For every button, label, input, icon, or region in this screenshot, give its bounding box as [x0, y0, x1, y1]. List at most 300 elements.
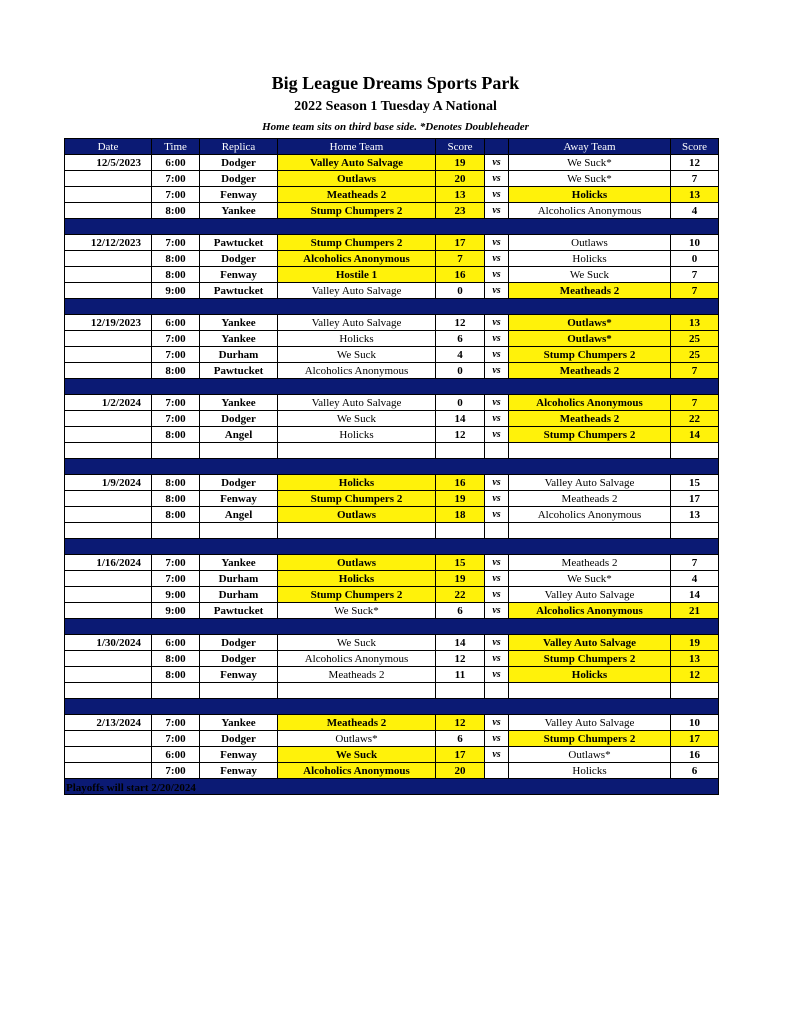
game-row — [65, 731, 719, 747]
away-team: Valley Auto Salvage — [509, 587, 671, 603]
home-team: Stump Chumpers 2 — [278, 203, 436, 219]
game-row — [65, 267, 719, 283]
game-date — [65, 667, 152, 683]
home-score: 16 — [436, 475, 485, 491]
home-team: Meatheads 2 — [278, 187, 436, 203]
game-field — [200, 523, 278, 539]
game-time: 7:00 — [152, 715, 200, 731]
away-team: Stump Chumpers 2 — [509, 427, 671, 443]
versus-label: vs — [485, 363, 509, 379]
game-time: 7:00 — [152, 571, 200, 587]
versus-label: vs — [485, 731, 509, 747]
away-team: Stump Chumpers 2 — [509, 651, 671, 667]
game-time: 8:00 — [152, 363, 200, 379]
versus-label: vs — [485, 667, 509, 683]
game-field: Fenway — [200, 667, 278, 683]
game-time: 6:00 — [152, 315, 200, 331]
versus-label: vs — [485, 251, 509, 267]
home-score — [436, 683, 485, 699]
away-team: Meatheads 2 — [509, 555, 671, 571]
game-time: 8:00 — [152, 267, 200, 283]
game-date — [65, 171, 152, 187]
away-score: 4 — [671, 571, 719, 587]
versus-label: vs — [485, 603, 509, 619]
game-field: Dodger — [200, 731, 278, 747]
away-score: 7 — [671, 363, 719, 379]
game-field: Yankee — [200, 315, 278, 331]
header-home-team: Home Team — [278, 139, 436, 155]
home-team: We Suck — [278, 347, 436, 363]
away-team: We Suck* — [509, 571, 671, 587]
away-score: 12 — [671, 155, 719, 171]
away-score: 7 — [671, 555, 719, 571]
game-date: 12/12/2023 — [65, 235, 152, 251]
game-row — [65, 331, 719, 347]
game-date — [65, 651, 152, 667]
game-date — [65, 603, 152, 619]
week-separator — [65, 459, 719, 475]
game-row — [65, 203, 719, 219]
game-field: Yankee — [200, 395, 278, 411]
versus-label: vs — [485, 651, 509, 667]
game-field: Pawtucket — [200, 283, 278, 299]
versus-label: vs — [485, 715, 509, 731]
game-row — [65, 491, 719, 507]
game-time: 6:00 — [152, 747, 200, 763]
home-team: Holicks — [278, 571, 436, 587]
game-row — [65, 555, 719, 571]
game-row — [65, 411, 719, 427]
home-score: 17 — [436, 747, 485, 763]
game-field: Fenway — [200, 187, 278, 203]
schedule-table — [64, 138, 719, 795]
home-score: 0 — [436, 363, 485, 379]
game-time: 7:00 — [152, 395, 200, 411]
away-team: Stump Chumpers 2 — [509, 347, 671, 363]
away-score: 7 — [671, 171, 719, 187]
game-field: Fenway — [200, 747, 278, 763]
game-date — [65, 411, 152, 427]
away-score: 13 — [671, 187, 719, 203]
away-team: Holicks — [509, 667, 671, 683]
home-team: Stump Chumpers 2 — [278, 235, 436, 251]
game-time: 8:00 — [152, 251, 200, 267]
away-score: 17 — [671, 491, 719, 507]
game-row — [65, 635, 719, 651]
game-time: 7:00 — [152, 731, 200, 747]
away-team: Holicks — [509, 763, 671, 779]
game-row — [65, 747, 719, 763]
home-score: 17 — [436, 235, 485, 251]
away-score: 19 — [671, 635, 719, 651]
game-field: Fenway — [200, 491, 278, 507]
away-team: Meatheads 2 — [509, 363, 671, 379]
game-field — [200, 443, 278, 459]
away-team: Alcoholics Anonymous — [509, 507, 671, 523]
game-field: Fenway — [200, 267, 278, 283]
game-row — [65, 683, 719, 699]
game-time — [152, 443, 200, 459]
game-date — [65, 427, 152, 443]
game-field: Dodger — [200, 251, 278, 267]
game-date — [65, 203, 152, 219]
game-time: 8:00 — [152, 651, 200, 667]
game-row — [65, 251, 719, 267]
away-score: 13 — [671, 507, 719, 523]
home-team: Alcoholics Anonymous — [278, 651, 436, 667]
away-score: 14 — [671, 427, 719, 443]
home-score: 6 — [436, 603, 485, 619]
home-team: We Suck* — [278, 603, 436, 619]
versus-label: vs — [485, 635, 509, 651]
game-time: 9:00 — [152, 587, 200, 603]
game-row — [65, 763, 719, 779]
game-time: 8:00 — [152, 475, 200, 491]
game-row — [65, 427, 719, 443]
game-row — [65, 395, 719, 411]
home-score: 23 — [436, 203, 485, 219]
game-field: Yankee — [200, 715, 278, 731]
game-field: Dodger — [200, 171, 278, 187]
game-row — [65, 651, 719, 667]
away-team — [509, 683, 671, 699]
game-date — [65, 443, 152, 459]
game-row — [65, 587, 719, 603]
home-score: 14 — [436, 411, 485, 427]
home-team: Holicks — [278, 331, 436, 347]
away-team: Holicks — [509, 187, 671, 203]
away-team: Alcoholics Anonymous — [509, 203, 671, 219]
away-score: 7 — [671, 267, 719, 283]
game-time: 8:00 — [152, 491, 200, 507]
versus-label: vs — [485, 555, 509, 571]
game-row — [65, 667, 719, 683]
home-score: 20 — [436, 171, 485, 187]
home-team: We Suck — [278, 411, 436, 427]
away-score: 0 — [671, 251, 719, 267]
home-team: Stump Chumpers 2 — [278, 491, 436, 507]
game-row — [65, 187, 719, 203]
away-team: Meatheads 2 — [509, 411, 671, 427]
away-team: Meatheads 2 — [509, 283, 671, 299]
game-date: 2/13/2024 — [65, 715, 152, 731]
game-field: Durham — [200, 587, 278, 603]
game-field: Pawtucket — [200, 363, 278, 379]
away-team: Outlaws* — [509, 747, 671, 763]
game-field: Dodger — [200, 411, 278, 427]
away-score: 7 — [671, 395, 719, 411]
separator-bar — [65, 299, 719, 315]
home-team: Outlaws — [278, 507, 436, 523]
versus-label: vs — [485, 395, 509, 411]
header-home-score: Score — [436, 139, 485, 155]
home-score: 13 — [436, 187, 485, 203]
home-team: Alcoholics Anonymous — [278, 251, 436, 267]
away-team: Holicks — [509, 251, 671, 267]
home-team-note: Home team sits on third base side. *Denotes Doubleheader — [262, 121, 529, 133]
versus-label: vs — [485, 171, 509, 187]
game-field: Angel — [200, 427, 278, 443]
versus-label: vs — [485, 747, 509, 763]
separator-bar — [65, 699, 719, 715]
schedule-body — [65, 155, 719, 795]
versus-label: vs — [485, 507, 509, 523]
game-date — [65, 747, 152, 763]
home-score: 4 — [436, 347, 485, 363]
game-date — [65, 363, 152, 379]
game-date — [65, 523, 152, 539]
game-date: 12/5/2023 — [65, 155, 152, 171]
game-field: Dodger — [200, 155, 278, 171]
game-field: Yankee — [200, 331, 278, 347]
home-team — [278, 683, 436, 699]
game-time: 7:00 — [152, 763, 200, 779]
game-date: 1/9/2024 — [65, 475, 152, 491]
away-score: 13 — [671, 651, 719, 667]
game-time: 9:00 — [152, 283, 200, 299]
game-date — [65, 251, 152, 267]
home-score: 19 — [436, 491, 485, 507]
versus-label: vs — [485, 411, 509, 427]
away-team — [509, 523, 671, 539]
away-score: 25 — [671, 331, 719, 347]
header-away-score: Score — [671, 139, 719, 155]
home-score: 6 — [436, 331, 485, 347]
versus-label: vs — [485, 187, 509, 203]
away-score: 17 — [671, 731, 719, 747]
versus-label: vs — [485, 587, 509, 603]
game-row — [65, 235, 719, 251]
game-row — [65, 715, 719, 731]
game-time: 8:00 — [152, 203, 200, 219]
separator-bar — [65, 459, 719, 475]
game-time: 6:00 — [152, 155, 200, 171]
versus-label — [485, 523, 509, 539]
game-date — [65, 571, 152, 587]
game-time — [152, 683, 200, 699]
home-score: 14 — [436, 635, 485, 651]
versus-label — [485, 443, 509, 459]
home-team — [278, 443, 436, 459]
separator-bar — [65, 219, 719, 235]
week-separator — [65, 699, 719, 715]
home-score: 7 — [436, 251, 485, 267]
home-team: Holicks — [278, 475, 436, 491]
game-date — [65, 331, 152, 347]
versus-label: vs — [485, 235, 509, 251]
home-team: Outlaws — [278, 555, 436, 571]
home-team: We Suck — [278, 635, 436, 651]
away-team — [509, 443, 671, 459]
away-score: 10 — [671, 715, 719, 731]
game-row — [65, 507, 719, 523]
game-field: Angel — [200, 507, 278, 523]
home-team: Valley Auto Salvage — [278, 395, 436, 411]
versus-label: vs — [485, 203, 509, 219]
game-field: Fenway — [200, 763, 278, 779]
away-team: Meatheads 2 — [509, 491, 671, 507]
home-team: Valley Auto Salvage — [278, 315, 436, 331]
away-score: 10 — [671, 235, 719, 251]
away-score: 16 — [671, 747, 719, 763]
away-team: Outlaws* — [509, 315, 671, 331]
game-date: 12/19/2023 — [65, 315, 152, 331]
home-score: 19 — [436, 155, 485, 171]
game-row — [65, 171, 719, 187]
versus-label: vs — [485, 283, 509, 299]
home-score: 12 — [436, 427, 485, 443]
game-row — [65, 443, 719, 459]
game-field: Durham — [200, 347, 278, 363]
game-row — [65, 523, 719, 539]
game-time: 7:00 — [152, 555, 200, 571]
game-date — [65, 507, 152, 523]
week-separator — [65, 539, 719, 555]
home-score: 12 — [436, 715, 485, 731]
away-score: 25 — [671, 347, 719, 363]
game-time: 7:00 — [152, 187, 200, 203]
home-score: 19 — [436, 571, 485, 587]
away-score: 14 — [671, 587, 719, 603]
game-time: 8:00 — [152, 667, 200, 683]
away-team: Alcoholics Anonymous — [509, 603, 671, 619]
away-score: 13 — [671, 315, 719, 331]
game-field: Durham — [200, 571, 278, 587]
game-time: 7:00 — [152, 331, 200, 347]
versus-label: vs — [485, 571, 509, 587]
away-score — [671, 443, 719, 459]
game-date — [65, 187, 152, 203]
versus-label: vs — [485, 427, 509, 443]
game-date — [65, 347, 152, 363]
header-replica: Replica — [200, 139, 278, 155]
week-separator — [65, 299, 719, 315]
home-team — [278, 523, 436, 539]
home-score — [436, 523, 485, 539]
versus-label: vs — [485, 155, 509, 171]
page-title: Big League Dreams Sports Park — [271, 73, 520, 93]
game-field: Pawtucket — [200, 603, 278, 619]
game-date — [65, 491, 152, 507]
game-time: 8:00 — [152, 427, 200, 443]
home-team: Alcoholics Anonymous — [278, 763, 436, 779]
game-date — [65, 283, 152, 299]
versus-label: vs — [485, 267, 509, 283]
home-score: 12 — [436, 315, 485, 331]
home-team: Valley Auto Salvage — [278, 155, 436, 171]
header-date: Date — [65, 139, 152, 155]
home-score: 18 — [436, 507, 485, 523]
separator-bar — [65, 539, 719, 555]
game-row — [65, 363, 719, 379]
separator-bar — [65, 619, 719, 635]
home-score: 15 — [436, 555, 485, 571]
season-subtitle: 2022 Season 1 Tuesday A National — [294, 99, 497, 114]
game-field: Yankee — [200, 203, 278, 219]
week-separator — [65, 379, 719, 395]
header-time: Time — [152, 139, 200, 155]
game-date — [65, 731, 152, 747]
versus-label: vs — [485, 331, 509, 347]
game-date — [65, 763, 152, 779]
versus-label: vs — [485, 347, 509, 363]
away-team: Alcoholics Anonymous — [509, 395, 671, 411]
game-date — [65, 267, 152, 283]
home-score: 20 — [436, 763, 485, 779]
week-separator — [65, 619, 719, 635]
game-time — [152, 523, 200, 539]
game-time: 7:00 — [152, 411, 200, 427]
away-score: 22 — [671, 411, 719, 427]
away-team: We Suck — [509, 267, 671, 283]
away-team: Stump Chumpers 2 — [509, 731, 671, 747]
versus-label: vs — [485, 475, 509, 491]
game-date: 1/2/2024 — [65, 395, 152, 411]
game-date — [65, 683, 152, 699]
game-field: Dodger — [200, 651, 278, 667]
game-time: 8:00 — [152, 507, 200, 523]
game-time: 7:00 — [152, 171, 200, 187]
home-team: Meatheads 2 — [278, 667, 436, 683]
home-team: Outlaws* — [278, 731, 436, 747]
game-date: 1/16/2024 — [65, 555, 152, 571]
away-team: Valley Auto Salvage — [509, 715, 671, 731]
game-row — [65, 315, 719, 331]
versus-label — [485, 683, 509, 699]
home-team: Holicks — [278, 427, 436, 443]
home-score: 6 — [436, 731, 485, 747]
away-team: Valley Auto Salvage — [509, 635, 671, 651]
game-row — [65, 571, 719, 587]
week-separator — [65, 219, 719, 235]
away-score: 12 — [671, 667, 719, 683]
away-score: 4 — [671, 203, 719, 219]
home-team: Hostile 1 — [278, 267, 436, 283]
playoffs-note: Playoffs will start 2/20/2024 — [66, 782, 196, 794]
home-score: 0 — [436, 283, 485, 299]
away-score — [671, 683, 719, 699]
away-score: 6 — [671, 763, 719, 779]
header-row — [65, 139, 719, 155]
game-time: 6:00 — [152, 635, 200, 651]
header-away-team: Away Team — [509, 139, 671, 155]
home-team: Outlaws — [278, 171, 436, 187]
away-team: We Suck* — [509, 155, 671, 171]
game-time: 7:00 — [152, 347, 200, 363]
separator-bar — [65, 379, 719, 395]
home-team: Stump Chumpers 2 — [278, 587, 436, 603]
versus-label: vs — [485, 491, 509, 507]
game-date — [65, 587, 152, 603]
game-time: 9:00 — [152, 603, 200, 619]
versus-label: vs — [485, 315, 509, 331]
game-row — [65, 603, 719, 619]
home-team: Alcoholics Anonymous — [278, 363, 436, 379]
game-field: Dodger — [200, 475, 278, 491]
game-row — [65, 347, 719, 363]
game-row — [65, 283, 719, 299]
away-team: We Suck* — [509, 171, 671, 187]
away-score: 21 — [671, 603, 719, 619]
home-score: 0 — [436, 395, 485, 411]
game-date: 1/30/2024 — [65, 635, 152, 651]
away-team: Outlaws — [509, 235, 671, 251]
game-field: Pawtucket — [200, 235, 278, 251]
game-time: 7:00 — [152, 235, 200, 251]
home-team: We Suck — [278, 747, 436, 763]
home-team: Valley Auto Salvage — [278, 283, 436, 299]
game-field — [200, 683, 278, 699]
